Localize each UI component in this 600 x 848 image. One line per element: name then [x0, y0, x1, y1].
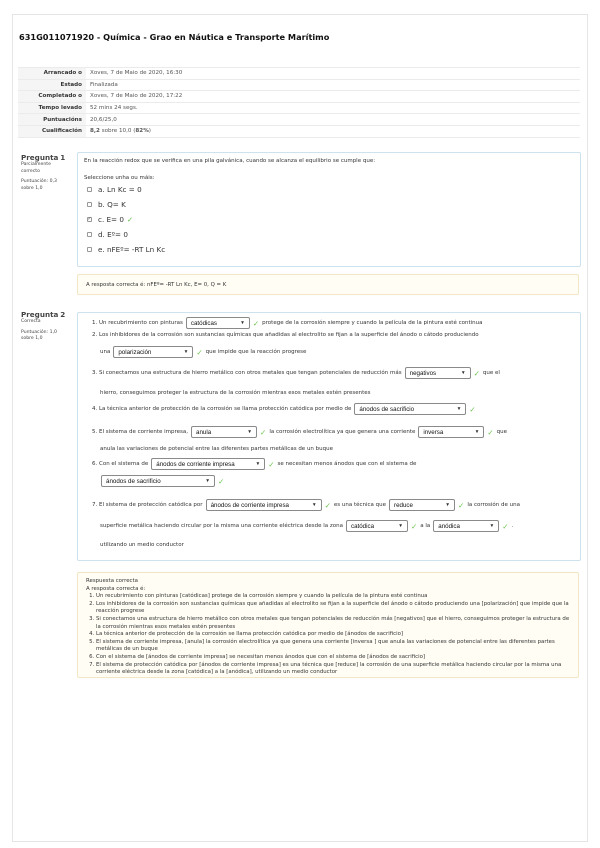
- correct-check-icon: ✓: [196, 347, 203, 357]
- list-item: 5. El sistema de corriente impresa, [anula] la corrosión electrolítica ya que genera una corriente [inversa ] que anula las variaciones de potencial entre las diferentes partes metálicas de un buque: [96, 639, 570, 654]
- cloze-item-3-cont: hierro, conseguimos proteger la estructura de la corrosión mientras esos metales estén presentes: [100, 390, 371, 396]
- answer-dropdown[interactable]: catódica ▼: [346, 520, 408, 532]
- question-state: Parcialmente: [21, 162, 51, 168]
- summary-key: Tempo levado: [18, 102, 86, 114]
- question-score: Puntuación: 0,3: [21, 179, 57, 185]
- answer-dropdown[interactable]: anódica ▼: [433, 520, 499, 532]
- grade-mid: sobre 10,0 (: [99, 128, 136, 135]
- summary-value: Xoves, 7 de Maio de 2020, 16:30: [86, 68, 580, 80]
- correct-check-icon: ✓: [502, 521, 509, 531]
- summary-row: [18, 125, 580, 137]
- grade-end: ): [148, 128, 151, 135]
- option-d[interactable]: d. Eº= 0: [87, 230, 128, 239]
- cloze-item-7-cont: superficie metálica haciendo circular por la misma una corriente eléctrica desde la zona catódica ▼ ✓ a la anódica ▼ ✓ .: [100, 521, 514, 531]
- dropdown-arrow-icon: ▼: [311, 502, 317, 508]
- question-1-box: [77, 152, 581, 267]
- answer-dropdown[interactable]: anula ▼: [191, 426, 257, 438]
- answer-dropdown[interactable]: ánodos de sacrificio ▼: [354, 403, 466, 415]
- option-e[interactable]: e. nFEº= -RT Ln Kc: [87, 245, 165, 254]
- question-score-2: sobre 1,0: [21, 336, 43, 342]
- dropdown-arrow-icon: ▼: [398, 523, 403, 529]
- feedback-subtitle: A resposta correcta é:: [86, 585, 146, 592]
- list-item: 7. El sistema de protección catódica por [ánodos de corriente impresa] es una técnica que [reduce] la corrosión de una superficie metálica haciendo circular por la misma una corriente eléctrica desde la zona [catódica] a la [anódica], utilizando un medio conductor: [96, 662, 570, 677]
- question-number: Pregunta 2: [21, 310, 66, 319]
- dropdown-arrow-icon: ▼: [460, 370, 466, 376]
- answer-dropdown[interactable]: ánodos de corriente impresa ▼: [151, 458, 265, 470]
- summary-value: Finalizada: [86, 79, 580, 91]
- cloze-item-2: 2. Los inhibidores de la corrosión son sustancias químicas que añadidas al electrolito se fijan a la superficie del ánodo o cátodo produciendo: [92, 332, 479, 338]
- cloze-item-6-cont: [98, 475, 227, 487]
- checkbox[interactable]: [87, 202, 92, 207]
- correct-check-icon: ✓: [260, 427, 267, 437]
- answer-dropdown[interactable]: inversa ▼: [418, 426, 484, 438]
- summary-key: Puntuacións: [18, 114, 86, 126]
- dropdown-arrow-icon: ▼: [456, 406, 462, 412]
- cloze-item-1: 1. Un recubrimiento con pinturas catódicas ▼ ✓ protege de la corrosión siempre y cuando la película de la pintura esté continua: [92, 318, 483, 328]
- correct-check-icon: ✓: [487, 427, 494, 437]
- correct-check-icon: ✓: [473, 368, 480, 378]
- summary-row: [18, 114, 580, 126]
- summary-key: Cualificación: [18, 125, 86, 137]
- cloze-item-3: 3. Si conectamos una estructura de hierro metálico con otros metales que tengan potenciales de reducción más negativos ▼ ✓ que el: [92, 368, 500, 378]
- checkbox[interactable]: [87, 187, 92, 192]
- question-state: Correcta: [21, 319, 41, 325]
- cloze-item-4: 4. La técnica anterior de protección de la corrosión se llama protección catódica por medio de ánodos de sacrificio ▼ ✓: [92, 404, 476, 414]
- page-title: 631G011071920 - Química - Grao en Náutica e Transporte Marítimo: [19, 32, 330, 42]
- question-1-info: [21, 155, 71, 192]
- list-item: 4. La técnica anterior de protección de la corrosión se llama protección catódica por medio de [ánodos de sacrificio]: [96, 631, 570, 639]
- correct-check-icon: ✓: [469, 404, 476, 414]
- question-score-2: sobre 1,0: [21, 185, 43, 191]
- list-item: 2. Los inhibidores de la corrosión son sustancias químicas que añadidas al electrolito se fijan a la superficie del ánodo o cátodo produciendo una [polarización] que impide que la reacción progrese: [96, 601, 570, 616]
- dropdown-arrow-icon: ▼: [445, 502, 451, 508]
- option-c[interactable]: ✓ c. E= 0 ✓: [87, 215, 133, 224]
- grade-score: 8,2: [90, 128, 100, 135]
- list-item: 1. Un recubrimiento con pinturas [catódicas] protege de la corrosión siempre y cuando la película de la pintura esté continua: [96, 593, 570, 601]
- dropdown-arrow-icon: ▼: [240, 320, 245, 326]
- answer-dropdown[interactable]: ánodos de sacrificio ▼: [101, 475, 215, 487]
- checkbox[interactable]: [87, 232, 92, 237]
- summary-value: 20,6/25,0: [86, 114, 580, 126]
- summary-row: [18, 68, 580, 80]
- checkbox-checked[interactable]: ✓: [87, 216, 92, 222]
- select-prompt: Seleccione unha ou máis:: [84, 175, 155, 181]
- correct-check-icon: ✓: [218, 476, 225, 486]
- option-a[interactable]: a. Ln Kc = 0: [87, 185, 142, 194]
- feedback-title: Respuesta correcta: [86, 578, 138, 584]
- question-1-feedback: A resposta correcta é: nFEº= -RT Ln Kc, E= 0, Q = K: [77, 274, 579, 295]
- dropdown-arrow-icon: ▼: [474, 429, 480, 435]
- feedback-answer-list: [86, 593, 570, 677]
- answer-dropdown[interactable]: reduce ▼: [389, 499, 455, 511]
- cloze-item-7-end: utilizando un medio conductor: [100, 542, 184, 548]
- summary-value: Xoves, 7 de Maio de 2020, 17:22: [86, 91, 580, 103]
- dropdown-arrow-icon: ▼: [183, 349, 189, 355]
- dropdown-arrow-icon: ▼: [255, 461, 261, 467]
- dropdown-arrow-icon: ▼: [247, 429, 253, 435]
- answer-dropdown[interactable]: catódicas ▼: [186, 317, 250, 329]
- question-text: En la reacción redox que se verifica en una pila galvánica, cuando se alcanza el equilibrio se cumple que:: [84, 158, 376, 164]
- grade-percent: 82%: [135, 128, 149, 135]
- question-state-2: correcto: [21, 168, 40, 174]
- question-2-box: [77, 312, 581, 561]
- cloze-item-5: 5. El sistema de corriente impresa, anula ▼ ✓ la corrosión electrolítica ya que genera una corriente inversa ▼ ✓ que: [92, 427, 508, 437]
- dropdown-arrow-icon: ▼: [489, 523, 495, 529]
- summary-row: [18, 79, 580, 91]
- grade-value: [86, 125, 580, 137]
- answer-dropdown[interactable]: negativos ▼: [405, 367, 471, 379]
- question-2-feedback: [77, 572, 579, 678]
- correct-check-icon: ✓: [252, 318, 260, 328]
- summary-row: [18, 91, 580, 103]
- correct-check-icon: ✓: [268, 459, 275, 469]
- checkbox[interactable]: [87, 247, 92, 252]
- question-number-value: 2: [60, 310, 66, 319]
- correct-check-icon: ✓: [410, 521, 418, 531]
- question-number: Pregunta 1: [21, 153, 66, 162]
- list-item: 6. Con el sistema de [ánodos de corriente impresa] se necesitan menos ánodos que con el sistema de [ánodos de sacrificio]: [96, 654, 570, 662]
- summary-key: Completado o: [18, 91, 86, 103]
- question-2-info: [21, 312, 71, 343]
- correct-check-icon: ✓: [324, 500, 331, 510]
- cloze-item-7: 7. El sistema de protección catódica por ánodos de corriente impresa ▼ ✓ es una técnica que reduce ▼ ✓ la corrosión de una: [92, 500, 520, 510]
- question-number-value: 1: [60, 153, 66, 162]
- attempt-summary-table: [18, 67, 580, 138]
- answer-dropdown[interactable]: ánodos de corriente impresa ▼: [206, 499, 322, 511]
- summary-row: [18, 102, 580, 114]
- cloze-item-6: 6. Con el sistema de ánodos de corriente impresa ▼ ✓ se necesitan menos ánodos que con el sistema de: [92, 459, 417, 469]
- correct-check-icon: ✓: [458, 500, 465, 510]
- option-b[interactable]: b. Q= K: [87, 200, 126, 209]
- list-item: 3. Si conectamos una estructura de hierro metálico con otros metales que tengan potenciales de reducción más [negativos] que el hierro, conseguimos proteger la estructura de la corrosión mientras esos metales estén presentes: [96, 616, 570, 631]
- summary-value: 52 mins 24 segs.: [86, 102, 580, 114]
- summary-key: Arrancado o: [18, 68, 86, 80]
- dropdown-arrow-icon: ▼: [205, 478, 210, 484]
- cloze-item-2-cont: una polarización ▼ ✓ que impide que la reacción progrese: [100, 347, 307, 357]
- question-score: Puntuación: 1,0: [21, 329, 57, 335]
- cloze-item-5-cont: anula las variaciones de potencial entre las diferentes partes metálicas de un buque: [100, 446, 333, 452]
- answer-dropdown[interactable]: polarización ▼: [113, 346, 193, 358]
- correct-check-icon: ✓: [126, 215, 133, 224]
- summary-key: Estado: [18, 79, 86, 91]
